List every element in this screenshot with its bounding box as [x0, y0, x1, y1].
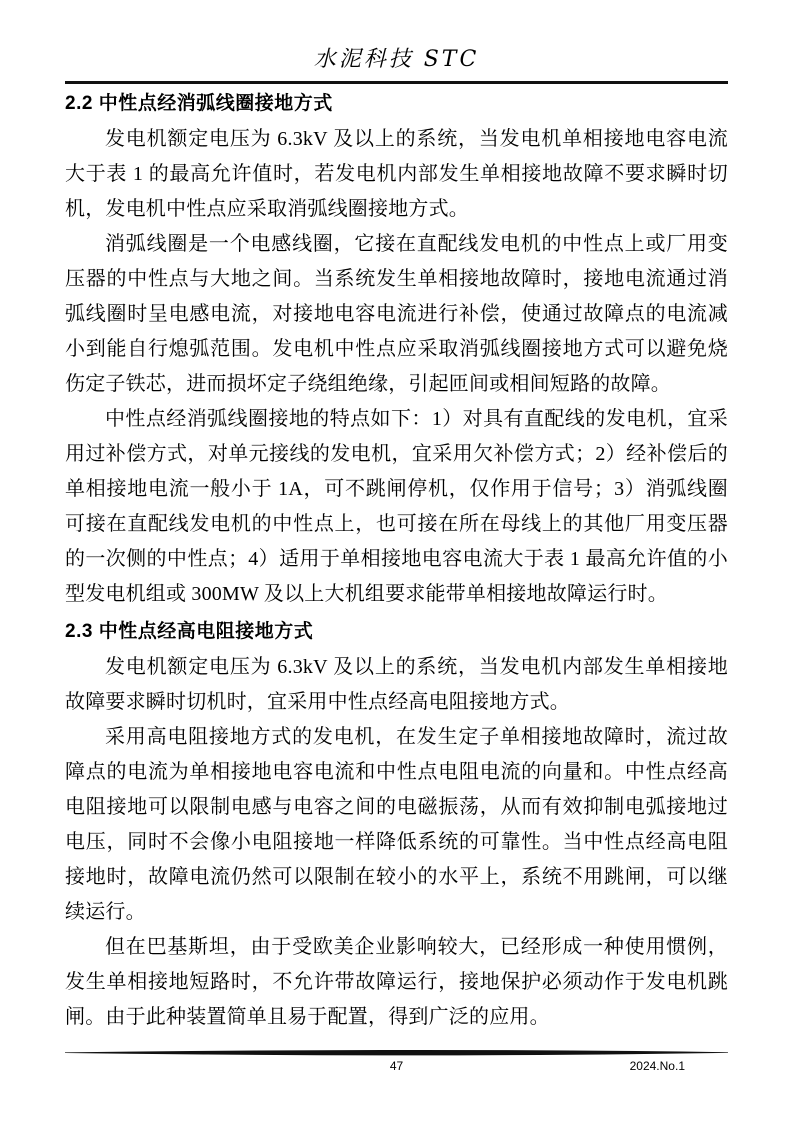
footer-row [65, 1057, 728, 1075]
footer-rule [65, 1049, 728, 1057]
page-content [65, 44, 728, 1035]
page-footer [65, 1049, 728, 1075]
body-paragraph: 采用高电阻接地方式的发电机，在发生定子单相接地故障时，流过故障点的电流为单相接地电容电流和中性点电阻电流的向量和。中性点经高电阻接地可以限制电感与电容之间的电磁振荡，从而有效抑制电弧接地过电压，同时不会像小电阻接地一样降低系统的可靠性。当中性点经高电阻接地时，故障电流仍然可以限制在较小的水平上，系统不用跳闸，可以继续运行。 [65, 726, 728, 923]
body-paragraph: 发电机额定电压为 6.3kV 及以上的系统，当发电机单相接地电容电流大于表 1 的最高允许值时，若发电机内部发生单相接地故障不要求瞬时切机，发电机中性点应采取消弧线圈接地方式。 [65, 128, 728, 220]
body-paragraph: 中性点经消弧线圈接地的特点如下：1）对具有直配线的发电机，宜采用过补偿方式，对单元接线的发电机，宜采用欠补偿方式；2）经补偿后的单相接地电流一般小于 1A，可不跳闸停机，仅作用于信号；3）消弧线圈可接在直配线发电机的中性点上，也可接在所在母线上的其他厂用变压器的一次侧的中性点；4）适用于单相接地电容电流大于表 1 最高允许值的小型发电机组或 300MW 及以上大机组要求能带单相接地故障运行时。 [65, 408, 728, 605]
body-paragraph: 但在巴基斯坦，由于受欧美企业影响较大，已经形成一种使用惯例，发生单相接地短路时，不允许带故障运行，接地保护必须动作于发电机跳闸。由于此种装置简单且易于配置，得到广泛的应用。 [65, 936, 728, 1028]
section-heading-2-3: 2.3 中性点经高电阻接地方式 [65, 621, 314, 642]
body-paragraph: 消弧线圈是一个电感线圈，它接在直配线发电机的中性点上或厂用变压器的中性点与大地之间。当系统发生单相接地故障时，接地电流通过消弧线圈时呈电感电流，对接地电容电流进行补偿，使通过故障点的电流减小到能自行熄弧范围。发电机中性点应采取消弧线圈接地方式可以避免烧伤定子铁芯，进而损坏定子绕组绝缘，引起匝间或相间短路的故障。 [65, 233, 728, 395]
page-number: 47 [389, 1059, 404, 1073]
journal-title: 水泥科技 STC [313, 47, 480, 72]
issue-label: 2024.No.1 [629, 1059, 685, 1073]
body-paragraph: 发电机额定电压为 6.3kV 及以上的系统，当发电机内部发生单相接地故障要求瞬时切机时，宜采用中性点经高电阻接地方式。 [65, 656, 728, 713]
section-heading-2-2: 2.2 中性点经消弧线圈接地方式 [65, 93, 333, 114]
header-rule [65, 81, 728, 84]
